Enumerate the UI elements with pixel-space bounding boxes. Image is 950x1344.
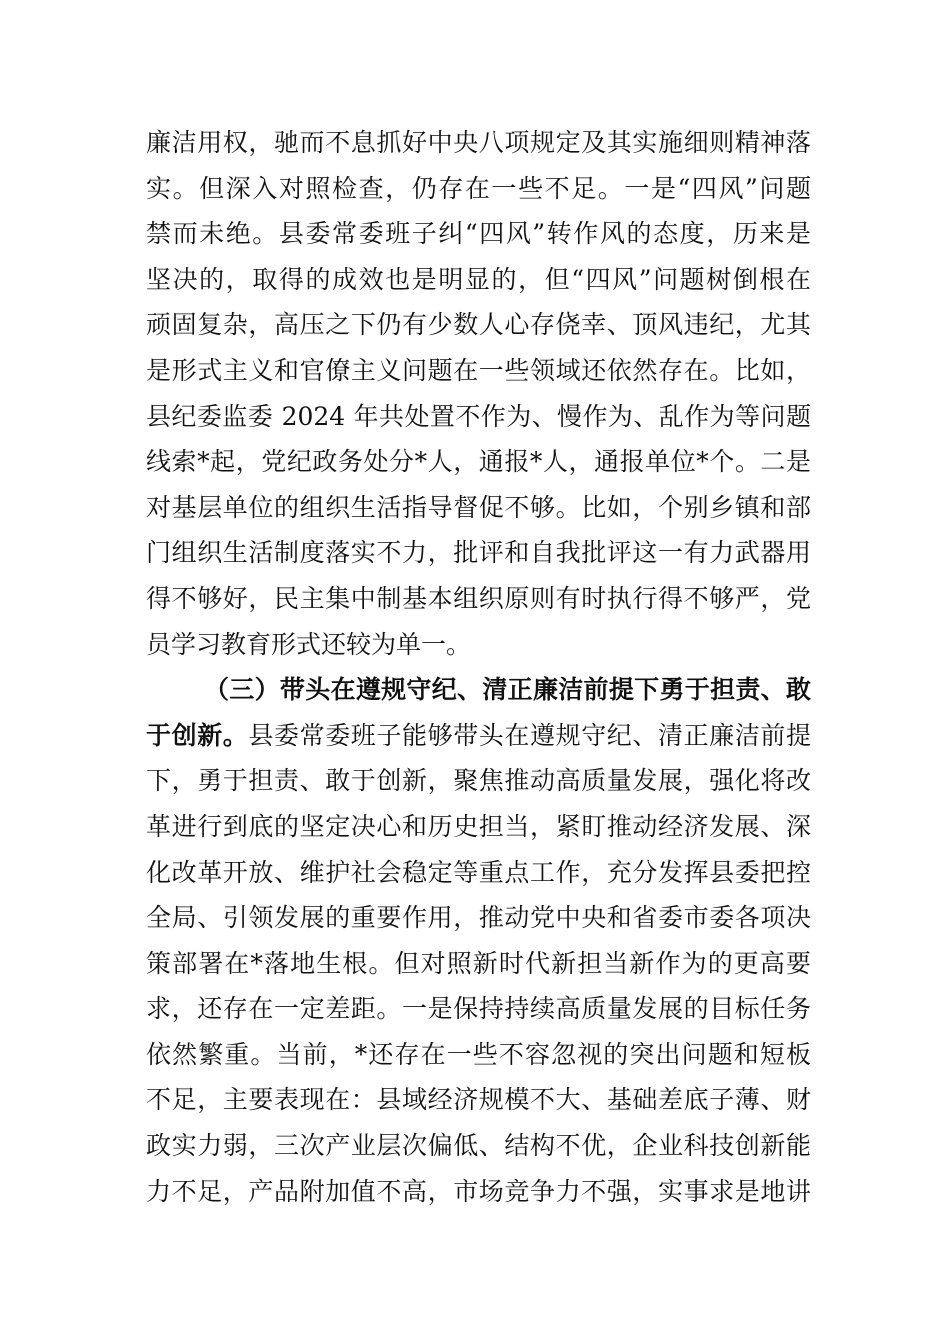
text-line: 革进行到底的坚定决心和历史担当，紧盯推动经济发展、深 — [146, 811, 811, 841]
paragraph-1 — [146, 120, 811, 667]
text-line: 县纪委监委 2024 年共处置不作为、慢作为、乱作为等问题 — [146, 401, 811, 431]
text-line: 不足，主要表现在：县域经济规模不大、基础差底子薄、财 — [146, 1085, 811, 1115]
section-heading-end: 于创新。 — [146, 720, 249, 750]
text-line: 化改革开放、维护社会稳定等重点工作，充分发挥县委把控 — [146, 857, 811, 887]
text-line: 员学习教育形式还较为单一。 — [146, 629, 472, 659]
text-line: 得不够好，民主集中制基本组织原则有时执行得不够严，党 — [146, 583, 811, 613]
text-line: 对基层单位的组织生活指导督促不够。比如，个别乡镇和部 — [146, 492, 811, 522]
text-line: 坚决的，取得的成效也是明显的，但“四风”问题树倒根在 — [146, 264, 811, 294]
text-line: 是形式主义和官僚主义问题在一些领域还依然存在。比如， — [146, 355, 811, 385]
document-body — [146, 120, 811, 1214]
text-line: 门组织生活制度落实不力，批评和自我批评这一有力武器用 — [146, 538, 811, 568]
paragraph-2 — [146, 667, 811, 1214]
text-line: 求，还存在一定差距。一是保持持续高质量发展的目标任务 — [146, 994, 811, 1024]
text-line: 线索*起，党纪政务处分*人，通报*人，通报单位*个。二是 — [146, 447, 811, 477]
text-line: 策部署在*落地生根。但对照新时代新担当新作为的更高要 — [146, 948, 811, 978]
text-line: 顽固复杂，高压之下仍有少数人心存侥幸、顶风违纪，尤其 — [146, 310, 811, 340]
text-line: 全局、引领发展的重要作用，推动党中央和省委市委各项决 — [146, 903, 811, 933]
text-line — [146, 713, 811, 759]
text-line: 政实力弱，三次产业层次偏低、结构不优，企业科技创新能 — [146, 1131, 811, 1161]
section-heading: （三）带头在遵规守纪、清正廉洁前提下勇于担责、敢 — [204, 675, 811, 705]
text-line: 下，勇于担责、敢于创新，聚焦推动高质量发展，强化将改 — [146, 766, 811, 796]
text-run: 县委常委班子能够带头在遵规守纪、清正廉洁前提 — [248, 720, 811, 750]
text-line: 实。但深入对照检查，仍存在一些不足。一是“四风”问题 — [146, 173, 811, 203]
text-line: 禁而未绝。县委常委班子纠“四风”转作风的态度，历来是 — [146, 219, 811, 249]
text-line: 依然繁重。当前，*还存在一些不容忽视的突出问题和短板 — [146, 1039, 811, 1069]
text-line: 力不足，产品附加值不高，市场竞争力不强，实事求是地讲 — [146, 1176, 811, 1206]
text-line: 廉洁用权，驰而不息抓好中央八项规定及其实施细则精神落 — [146, 128, 811, 157]
